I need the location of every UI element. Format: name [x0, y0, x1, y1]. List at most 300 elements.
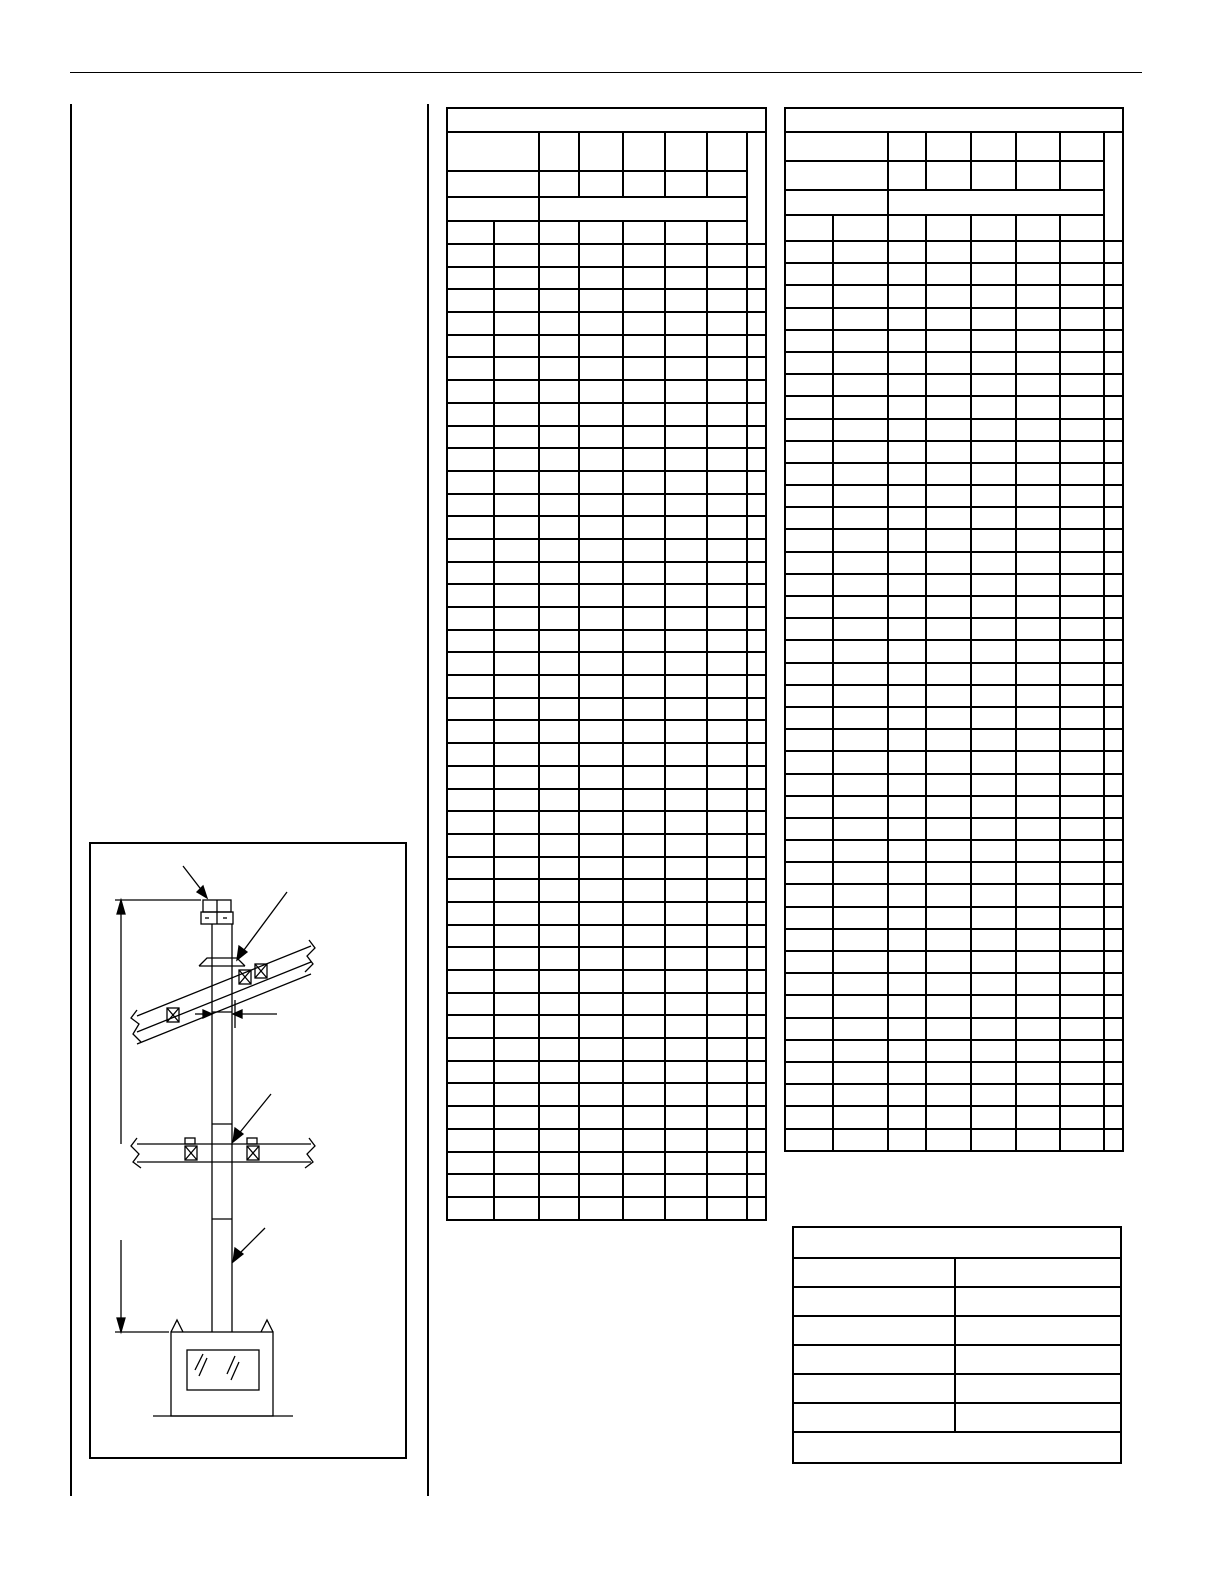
left-table-cell — [579, 335, 623, 358]
left-table-cell — [707, 426, 747, 449]
left-table-cell — [579, 947, 623, 970]
right-table-header — [926, 161, 971, 190]
right-table-cell — [888, 995, 926, 1017]
right-table-cell — [1104, 840, 1123, 862]
left-table-cell — [747, 675, 766, 698]
left-table-header — [579, 132, 623, 171]
left-table-cell — [665, 1015, 707, 1038]
left-table-cell — [665, 448, 707, 471]
left-table-cell — [623, 1038, 665, 1061]
right-table-cell — [785, 1040, 833, 1062]
left-table-header — [665, 221, 707, 244]
left-table-cell — [539, 652, 579, 675]
left-table-row — [447, 1106, 766, 1129]
left-table-cell — [447, 471, 494, 494]
left-column-rule — [70, 104, 72, 1496]
right-table-cell — [971, 995, 1016, 1017]
left-table-cell — [707, 584, 747, 607]
left-table-cell — [665, 743, 707, 766]
left-table-cell — [447, 562, 494, 585]
right-table-cell — [1104, 640, 1123, 662]
left-table-side-cell — [747, 132, 766, 244]
left-table-cell — [747, 607, 766, 630]
left-table-cell — [707, 970, 747, 993]
left-table-cell — [494, 834, 539, 857]
left-table-cell — [447, 630, 494, 653]
right-table-cell — [926, 640, 971, 662]
left-table-row — [447, 1152, 766, 1175]
left-table-cell — [494, 925, 539, 948]
right-table-cell — [785, 774, 833, 796]
right-table-cell — [833, 574, 888, 596]
left-table-row — [447, 720, 766, 743]
left-table-cell — [579, 1197, 623, 1220]
right-table-cell — [1016, 907, 1060, 929]
left-table-cell — [623, 698, 665, 721]
left-table-cell — [707, 698, 747, 721]
left-table-cell — [623, 1129, 665, 1152]
left-table-cell — [707, 993, 747, 1016]
right-table-cell — [1104, 884, 1123, 906]
right-table-cell — [1016, 862, 1060, 884]
left-table-cell — [665, 879, 707, 902]
right-table-cell — [971, 907, 1016, 929]
left-table-cell — [623, 289, 665, 312]
right-table-cell — [971, 663, 1016, 685]
right-table-cell — [1060, 441, 1104, 463]
right-table-cell — [833, 507, 888, 529]
right-table-cell — [1060, 1106, 1104, 1128]
left-table-header — [707, 171, 747, 197]
left-table-cell — [447, 1015, 494, 1038]
right-table-row — [785, 663, 1123, 685]
right-table-row — [785, 352, 1123, 374]
right-table-cell — [888, 596, 926, 618]
right-table-header — [1016, 161, 1060, 190]
left-table-cell — [623, 562, 665, 585]
left-table-row — [447, 834, 766, 857]
left-table-cell — [707, 471, 747, 494]
stove — [153, 1320, 293, 1416]
left-table-header — [579, 221, 623, 244]
left-table-cell — [665, 789, 707, 812]
left-table-cell — [494, 357, 539, 380]
right-table-cell — [785, 419, 833, 441]
left-table-cell — [539, 335, 579, 358]
right-table-cell — [971, 1129, 1016, 1151]
small-table-cell — [793, 1374, 955, 1403]
left-table-cell — [747, 1061, 766, 1084]
right-table-cell — [833, 951, 888, 973]
left-table-cell — [494, 1129, 539, 1152]
right-table-cell — [1016, 374, 1060, 396]
left-table-cell — [579, 1152, 623, 1175]
right-table-cell — [785, 1062, 833, 1084]
right-table-cell — [785, 862, 833, 884]
left-table-row — [447, 947, 766, 970]
right-table-cell — [833, 862, 888, 884]
left-table-cell — [707, 312, 747, 335]
left-table-row — [447, 743, 766, 766]
left-table-cell — [707, 630, 747, 653]
right-table-row — [785, 1106, 1123, 1128]
left-table-cell — [623, 607, 665, 630]
left-table-cell — [665, 1174, 707, 1197]
left-table-cell — [447, 1106, 494, 1129]
left-table-cell — [747, 403, 766, 426]
left-table-row — [447, 426, 766, 449]
right-table-cell — [1016, 463, 1060, 485]
right-table-cell — [785, 1018, 833, 1040]
left-table-cell — [747, 244, 766, 267]
left-table-cell — [494, 675, 539, 698]
right-table-row — [785, 308, 1123, 330]
left-table-cell — [623, 720, 665, 743]
right-table-cell — [1104, 951, 1123, 973]
left-table-header — [447, 171, 539, 197]
left-table-cell — [447, 244, 494, 267]
left-table-cell — [539, 630, 579, 653]
right-table-header — [833, 215, 888, 241]
right-table-cell — [888, 640, 926, 662]
left-table-cell — [747, 766, 766, 789]
left-table-cell — [623, 789, 665, 812]
right-table-cell — [926, 707, 971, 729]
right-table-cell — [926, 419, 971, 441]
right-table-cell — [1104, 862, 1123, 884]
right-table-cell — [833, 640, 888, 662]
right-table-cell — [1060, 1084, 1104, 1106]
left-table-cell — [539, 902, 579, 925]
right-table-cell — [785, 507, 833, 529]
right-table-cell — [833, 241, 888, 263]
right-table-cell — [1104, 1084, 1123, 1106]
left-table-cell — [579, 879, 623, 902]
ceiling-section — [131, 1138, 315, 1168]
left-table-cell — [623, 312, 665, 335]
right-table-cell — [1060, 818, 1104, 840]
right-table-cell — [1016, 241, 1060, 263]
left-table-cell — [539, 539, 579, 562]
right-table-cell — [1060, 241, 1104, 263]
left-table-cell — [665, 947, 707, 970]
right-table-cell — [1060, 529, 1104, 551]
left-table-cell — [747, 720, 766, 743]
left-table-cell — [707, 1197, 747, 1220]
right-table-cell — [785, 574, 833, 596]
left-table-cell — [539, 562, 579, 585]
right-table-header — [1016, 132, 1060, 161]
left-table-cell — [579, 970, 623, 993]
right-table-cell — [1060, 574, 1104, 596]
right-table-cell — [888, 419, 926, 441]
left-table-row — [447, 811, 766, 834]
right-table-cell — [785, 729, 833, 751]
right-table-row — [785, 419, 1123, 441]
right-table-cell — [1060, 1040, 1104, 1062]
right-table-cell — [1016, 507, 1060, 529]
right-table-cell — [1104, 618, 1123, 640]
left-table-cell — [665, 471, 707, 494]
right-table-cell — [1016, 352, 1060, 374]
left-table-cell — [539, 675, 579, 698]
right-table-cell — [971, 929, 1016, 951]
left-table-cell — [539, 720, 579, 743]
left-table-cell — [707, 539, 747, 562]
left-table-cell — [623, 1197, 665, 1220]
left-table-cell — [665, 1038, 707, 1061]
right-table-cell — [926, 330, 971, 352]
left-table-cell — [665, 925, 707, 948]
right-table-cell — [785, 840, 833, 862]
right-table-cell — [926, 374, 971, 396]
left-table-cell — [707, 766, 747, 789]
right-table-cell — [1104, 1018, 1123, 1040]
left-table-cell — [447, 720, 494, 743]
right-table-cell — [926, 907, 971, 929]
left-table-cell — [494, 630, 539, 653]
right-table-cell — [833, 1040, 888, 1062]
right-table-cell — [971, 308, 1016, 330]
right-table-header — [926, 215, 971, 241]
left-table-cell — [623, 811, 665, 834]
left-table-row — [447, 1174, 766, 1197]
right-table-cell — [971, 396, 1016, 418]
right-table-cell — [785, 640, 833, 662]
right-table-cell — [926, 529, 971, 551]
left-table-cell — [665, 380, 707, 403]
right-table-cell — [1104, 419, 1123, 441]
left-table-header — [539, 132, 579, 171]
left-table-cell — [447, 925, 494, 948]
left-table-row — [447, 698, 766, 721]
left-table-cell — [494, 947, 539, 970]
left-table-cell — [494, 1015, 539, 1038]
right-table-header — [1060, 215, 1104, 241]
right-table-cell — [971, 685, 1016, 707]
right-table-header — [1016, 215, 1060, 241]
right-table-cell — [833, 884, 888, 906]
left-table-row — [447, 1015, 766, 1038]
left-table-cell — [447, 426, 494, 449]
left-table-cell — [747, 1015, 766, 1038]
right-table-cell — [888, 1062, 926, 1084]
right-table-cell — [1060, 751, 1104, 773]
left-table-cell — [665, 1129, 707, 1152]
left-table — [446, 107, 767, 1221]
left-table-cell — [494, 811, 539, 834]
right-table-cell — [1060, 1129, 1104, 1151]
left-table-cell — [665, 630, 707, 653]
left-table-cell — [494, 1061, 539, 1084]
right-table-row — [785, 596, 1123, 618]
left-table-cell — [623, 970, 665, 993]
right-table-cell — [888, 574, 926, 596]
right-table-cell — [1104, 463, 1123, 485]
left-table-header — [707, 221, 747, 244]
left-table-cell — [747, 857, 766, 880]
right-table-cell — [1104, 285, 1123, 307]
right-table-row — [785, 263, 1123, 285]
left-table-cell — [494, 1152, 539, 1175]
left-table-cell — [579, 244, 623, 267]
left-table-cell — [539, 267, 579, 290]
left-table-cell — [665, 902, 707, 925]
right-table-cell — [1104, 1129, 1123, 1151]
right-table-cell — [833, 1129, 888, 1151]
right-table-cell — [1016, 1084, 1060, 1106]
left-table-cell — [623, 857, 665, 880]
left-table-header — [494, 221, 539, 244]
left-table-cell — [665, 289, 707, 312]
right-table-cell — [785, 663, 833, 685]
left-table-cell — [447, 675, 494, 698]
right-table-cell — [971, 419, 1016, 441]
left-table-cell — [747, 743, 766, 766]
left-table-cell — [623, 471, 665, 494]
left-table-cell — [747, 1129, 766, 1152]
right-table-row — [785, 1084, 1123, 1106]
right-table-cell — [971, 285, 1016, 307]
right-table-cell — [888, 973, 926, 995]
left-table-cell — [539, 743, 579, 766]
left-table-cell — [707, 857, 747, 880]
right-table-cell — [1104, 374, 1123, 396]
right-table-cell — [1060, 552, 1104, 574]
small-table-cell — [793, 1287, 955, 1316]
right-table-cell — [1060, 929, 1104, 951]
left-table-cell — [747, 925, 766, 948]
right-table-row — [785, 1040, 1123, 1062]
small-table — [792, 1226, 1122, 1464]
left-table-cell — [539, 857, 579, 880]
left-table-cell — [707, 494, 747, 517]
right-table-cell — [1016, 574, 1060, 596]
right-table-cell — [926, 663, 971, 685]
small-table-footer — [793, 1432, 1121, 1463]
left-table-cell — [539, 970, 579, 993]
left-table-cell — [707, 1106, 747, 1129]
left-table-cell — [707, 720, 747, 743]
left-table-cell — [539, 766, 579, 789]
left-table-cell — [747, 471, 766, 494]
left-table-cell — [579, 789, 623, 812]
right-table — [784, 107, 1124, 1152]
left-table-cell — [447, 312, 494, 335]
left-table-cell — [665, 312, 707, 335]
right-table-cell — [1016, 663, 1060, 685]
left-table-cell — [707, 267, 747, 290]
left-table-cell — [707, 1129, 747, 1152]
left-table-row — [447, 970, 766, 993]
right-table-row — [785, 618, 1123, 640]
right-table-cell — [785, 396, 833, 418]
left-table-cell — [539, 1061, 579, 1084]
right-table-cell — [926, 1062, 971, 1084]
left-table-header — [623, 171, 665, 197]
left-table-cell — [494, 335, 539, 358]
right-table-cell — [785, 751, 833, 773]
right-table-cell — [926, 1129, 971, 1151]
left-table-cell — [665, 494, 707, 517]
right-table-cell — [833, 840, 888, 862]
right-table-cell — [1104, 973, 1123, 995]
right-table-cell — [785, 441, 833, 463]
right-table-cell — [1060, 419, 1104, 441]
right-table-cell — [833, 929, 888, 951]
right-table-cell — [833, 751, 888, 773]
right-table-cell — [971, 796, 1016, 818]
right-table-cell — [1016, 1129, 1060, 1151]
right-table-cell — [833, 441, 888, 463]
left-table-cell — [707, 1061, 747, 1084]
left-table-cell — [539, 1015, 579, 1038]
right-table-cell — [1016, 485, 1060, 507]
right-table-cell — [1104, 929, 1123, 951]
right-table-cell — [1060, 374, 1104, 396]
right-table-cell — [833, 907, 888, 929]
right-table-cell — [888, 862, 926, 884]
right-table-cell — [888, 529, 926, 551]
right-table-cell — [926, 618, 971, 640]
right-table-cell — [888, 552, 926, 574]
left-table-cell — [747, 1174, 766, 1197]
left-table-row — [447, 448, 766, 471]
right-table-cell — [1060, 995, 1104, 1017]
right-table-cell — [785, 884, 833, 906]
right-table-cell — [888, 907, 926, 929]
right-table-header — [785, 190, 888, 215]
left-table-cell — [665, 652, 707, 675]
left-table-cell — [494, 539, 539, 562]
left-table-cell — [707, 380, 747, 403]
left-table-cell — [747, 289, 766, 312]
right-table-row — [785, 396, 1123, 418]
right-table-cell — [833, 529, 888, 551]
right-table-cell — [833, 552, 888, 574]
left-table-cell — [447, 743, 494, 766]
left-table-cell — [623, 267, 665, 290]
right-table-cell — [926, 1018, 971, 1040]
left-table-cell — [579, 925, 623, 948]
right-table-cell — [1016, 618, 1060, 640]
right-table-cell — [1016, 973, 1060, 995]
left-table-cell — [494, 789, 539, 812]
right-table-cell — [1060, 463, 1104, 485]
right-table-header — [888, 161, 926, 190]
right-table-cell — [926, 263, 971, 285]
right-table-cell — [888, 374, 926, 396]
right-table-cell — [1060, 774, 1104, 796]
right-table-cell — [1016, 707, 1060, 729]
left-table-row — [447, 516, 766, 539]
left-table-cell — [579, 993, 623, 1016]
right-table-cell — [1104, 552, 1123, 574]
left-table-cell — [494, 993, 539, 1016]
right-table-cell — [1016, 552, 1060, 574]
left-table-cell — [539, 584, 579, 607]
right-table-cell — [888, 1084, 926, 1106]
right-table-cell — [785, 1106, 833, 1128]
right-table-cell — [971, 596, 1016, 618]
right-table-cell — [1016, 529, 1060, 551]
right-table-cell — [785, 951, 833, 973]
right-table-cell — [1060, 596, 1104, 618]
left-table-cell — [447, 766, 494, 789]
left-table-cell — [494, 403, 539, 426]
left-table-cell — [447, 267, 494, 290]
left-table-cell — [623, 675, 665, 698]
